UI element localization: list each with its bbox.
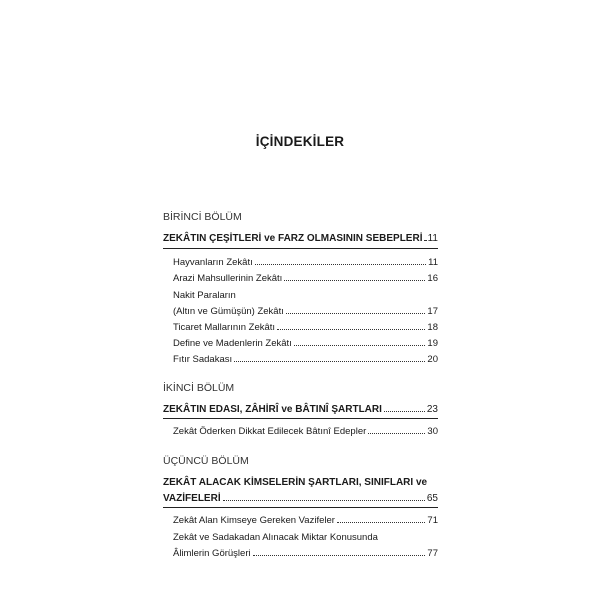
toc-entry[interactable]: [173, 257, 438, 268]
leader-dots: [255, 264, 426, 265]
page-number: 16: [427, 273, 438, 284]
leader-dots: [223, 500, 425, 501]
leader-dots: [424, 240, 425, 241]
leader-dots: [253, 555, 426, 556]
toc-entry[interactable]: [173, 338, 438, 349]
divider: [163, 248, 438, 249]
chapter-title: VAZİFELERİ: [163, 493, 221, 504]
entry-title: Zekât ve Sadakadan Alınacak Miktar Konusunda: [173, 532, 378, 543]
page-number: 19: [427, 338, 438, 349]
entry-title: Ticaret Mallarının Zekâtı: [173, 322, 276, 333]
toc-entry[interactable]: [173, 322, 438, 333]
toc-entry-line: [173, 290, 438, 301]
leader-dots: [284, 280, 425, 281]
page-number: 20: [427, 354, 438, 365]
toc-entry[interactable]: [173, 273, 438, 284]
leader-dots: [337, 522, 425, 523]
page-number: 30: [427, 426, 438, 437]
page-number: 11: [427, 233, 438, 244]
toc-entry[interactable]: [173, 306, 438, 317]
divider: [163, 507, 438, 508]
toc-entry[interactable]: [173, 515, 438, 526]
leader-dots: [277, 329, 425, 330]
page-number: 18: [427, 322, 438, 333]
chapter-3-line1[interactable]: [163, 477, 438, 488]
leader-dots: [384, 411, 425, 412]
page-number: 17: [427, 306, 438, 317]
toc-entry-line: [173, 532, 438, 543]
chapter-title: ZEKÂT ALACAK KİMSELERİN ŞARTLARI, SINIFLARI ve: [163, 477, 428, 488]
toc-entry[interactable]: [173, 426, 438, 437]
entry-title: Hayvanların Zekâtı: [173, 257, 253, 268]
entry-title: Zekât Alan Kimseye Gereken Vazifeler: [173, 515, 335, 526]
chapter-title: ZEKÂTIN EDASI, ZÂHİRÎ ve BÂTINÎ ŞARTLARI: [163, 404, 382, 415]
entry-title: Fıtır Sadakası: [173, 354, 233, 365]
page-number: 11: [428, 257, 438, 268]
divider: [163, 418, 438, 419]
page-number: 71: [427, 515, 438, 526]
entry-title: Arazi Mahsullerinin Zekâtı: [173, 273, 283, 284]
entry-title: (Altın ve Gümüşün) Zekâtı: [173, 306, 284, 317]
entry-title: Define ve Madenlerin Zekâtı: [173, 338, 292, 349]
part-heading-2: İKİNCİ BÖLÜM: [163, 382, 235, 394]
leader-dots: [294, 345, 426, 346]
page-number: 23: [426, 404, 438, 415]
leader-dots: [286, 313, 426, 314]
entry-title: Nakit Paraların: [173, 290, 236, 301]
page-number: 65: [426, 493, 438, 504]
chapter-title: ZEKÂTIN ÇEŞİTLERİ ve FARZ OLMASININ SEBEPLERİ: [163, 233, 423, 244]
leader-dots: [234, 361, 425, 362]
part-heading-1: BİRİNCİ BÖLÜM: [163, 211, 242, 223]
chapter-2[interactable]: [163, 404, 438, 415]
leader-dots: [368, 433, 425, 434]
entry-title: Âlimlerin Görüşleri: [173, 548, 251, 559]
chapter-1[interactable]: [163, 233, 438, 244]
chapter-3-line2[interactable]: [163, 493, 438, 504]
toc-title: İÇİNDEKİLER: [255, 134, 345, 149]
toc-entry[interactable]: [173, 548, 438, 559]
page-number: 77: [427, 548, 438, 559]
part-heading-3: ÜÇÜNCÜ BÖLÜM: [163, 455, 249, 467]
toc-entry[interactable]: [173, 354, 438, 365]
entry-title: Zekât Öderken Dikkat Edilecek Bâtınî Edepler: [173, 426, 367, 437]
